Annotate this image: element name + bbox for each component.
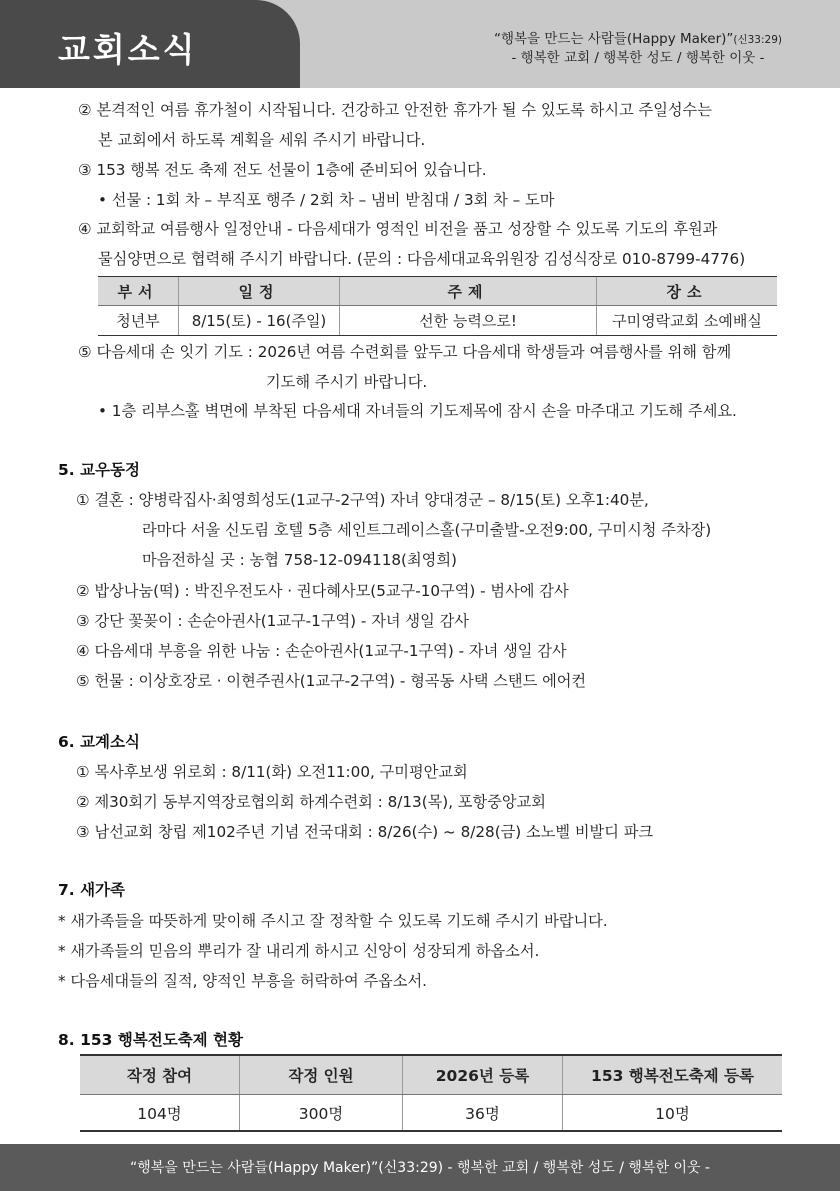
table-header-cell: 작정 참여 bbox=[80, 1055, 240, 1095]
notice-item-4-line1: ④ 교회학교 여름행사 일정안내 - 다음세대가 영적인 비전을 품고 성장할 수 있도록 기도의 후원과 bbox=[78, 220, 718, 238]
notice-item-3: ③ 153 행복 전도 축제 전도 선물이 1층에 준비되어 있습니다. bbox=[78, 161, 487, 179]
footer-motto: “행복을 만드는 사람들(Happy Maker)”(신33:29) - 행복한 교회 / 행복한 성도 / 행복한 이웃 - bbox=[130, 1160, 710, 1176]
table-cell: 104명 bbox=[80, 1095, 240, 1132]
evangelism-status-table bbox=[80, 1054, 782, 1132]
section-6-line: ② 제30회기 동부지역장로협의회 하계수련회 : 8/13(목), 포항중앙교회 bbox=[76, 793, 546, 811]
table-cell: 36명 bbox=[403, 1095, 563, 1132]
section-5-title: 5. 교우동정 bbox=[58, 461, 140, 479]
section-8-title: 8. 153 행복전도축제 현황 bbox=[58, 1031, 244, 1049]
section-6-line: ③ 남선교회 창립 제102주년 기념 전국대회 : 8/26(수) ~ 8/28(금) 소노벨 비발디 파크 bbox=[76, 823, 654, 841]
notice-item-5-line1: ⑤ 다음세대 손 잇기 기도 : 2026년 여름 수련회를 앞두고 다음세대 학생들과 여름행사를 위해 함께 bbox=[78, 343, 732, 361]
notice-item-5-line2: 기도해 주시기 바랍니다. bbox=[266, 373, 428, 391]
page-footer bbox=[0, 1144, 840, 1191]
table-row bbox=[80, 1095, 782, 1132]
notice-item-2-line2: 본 교회에서 하도록 계획을 세워 주시기 바랍니다. bbox=[98, 131, 426, 149]
notice-item-3-gifts: • 선물 : 1회 차 – 부직포 행주 / 2회 차 – 냄비 받침대 / 3회 차 – 도마 bbox=[98, 191, 555, 209]
section-7-line: * 새가족들의 믿음의 뿌리가 잘 내리게 하시고 신앙이 성장되게 하옵소서. bbox=[58, 942, 540, 960]
section-5-line: ① 결혼 : 양병락집사·최영희성도(1교구-2구역) 자녀 양대경군 – 8/15(토) 오후1:40분, bbox=[76, 491, 649, 509]
page-header bbox=[0, 0, 840, 88]
section-5-line: ③ 강단 꽃꽂이 : 손순아권사(1교구-1구역) - 자녀 생일 감사 bbox=[76, 612, 469, 630]
table-cell: 선한 능력으로! bbox=[340, 306, 597, 336]
table-header-cell: 2026년 등록 bbox=[403, 1055, 563, 1095]
section-5-line: 마음전하실 곳 : 농협 758-12-094118(최영희) bbox=[142, 551, 457, 569]
motto-text: “행복을 만드는 사람들(Happy Maker)” bbox=[493, 31, 734, 47]
section-5-line: ④ 다음세대 부흥을 위한 나눔 : 손순아권사(1교구-1구역) - 자녀 생일 감사 bbox=[76, 642, 567, 660]
summer-event-table bbox=[98, 276, 777, 336]
page-title: 교회소식 bbox=[58, 30, 198, 69]
table-header-cell: 장소 bbox=[597, 277, 778, 306]
table-header-cell: 작정 인원 bbox=[240, 1055, 403, 1095]
section-5-line: ⑤ 헌물 : 이상호장로 · 이현주권사(1교구-2구역) - 형곡동 사택 스탠드 에어컨 bbox=[76, 672, 587, 690]
section-5-line: ② 밥상나눔(떡) : 박진우전도사 · 권다혜사모(5교구-10구역) - 범사에 감사 bbox=[76, 582, 569, 600]
table-cell: 구미영락교회 소예배실 bbox=[597, 306, 778, 336]
table-header-cell: 153 행복전도축제 등록 bbox=[563, 1055, 783, 1095]
table-header-cell: 부서 bbox=[98, 277, 179, 306]
motto-reference: (신33:29) bbox=[733, 34, 782, 46]
section-7-title: 7. 새가족 bbox=[58, 881, 125, 899]
notice-item-5-note: • 1층 리부스홀 벽면에 부착된 다음세대 자녀들의 기도제목에 잠시 손을 마주대고 기도해 주세요. bbox=[98, 402, 737, 420]
table-cell: 10명 bbox=[563, 1095, 783, 1132]
notice-item-2-line1: ② 본격적인 여름 휴가철이 시작됩니다. 건강하고 안전한 휴가가 될 수 있도록 하시고 주일성수는 bbox=[78, 101, 712, 119]
header-title-tab bbox=[0, 0, 300, 88]
table-header-cell: 일정 bbox=[179, 277, 340, 306]
section-6-line: ① 목사후보생 위로회 : 8/11(화) 오전11:00, 구미평안교회 bbox=[76, 763, 468, 781]
table-cell: 청년부 bbox=[98, 306, 179, 336]
table-header-cell: 주제 bbox=[340, 277, 597, 306]
notice-item-4-line2: 물심양면으로 협력해 주시기 바랍니다. (문의 : 다음세대교육위원장 김성식장로 010-8799-4776) bbox=[98, 250, 746, 268]
header-motto bbox=[494, 30, 782, 67]
table-header-row bbox=[80, 1055, 782, 1095]
table-header-row bbox=[98, 277, 777, 306]
table-cell: 300명 bbox=[240, 1095, 403, 1132]
section-6-title: 6. 교계소식 bbox=[58, 733, 140, 751]
table-row bbox=[98, 306, 777, 336]
section-7-line: * 새가족들을 따뜻하게 맞이해 주시고 잘 정착할 수 있도록 기도해 주시기 바랍니다. bbox=[58, 912, 608, 930]
motto-subline: - 행복한 교회 / 행복한 성도 / 행복한 이웃 - bbox=[511, 50, 765, 66]
section-5-line: 라마다 서울 신도림 호텔 5층 세인트그레이스홀(구미출발-오전9:00, 구미시청 주차장) bbox=[142, 521, 712, 539]
section-7-line: * 다음세대들의 질적, 양적인 부흥을 허락하여 주옵소서. bbox=[58, 972, 427, 990]
table-cell: 8/15(토) - 16(주일) bbox=[179, 306, 340, 336]
